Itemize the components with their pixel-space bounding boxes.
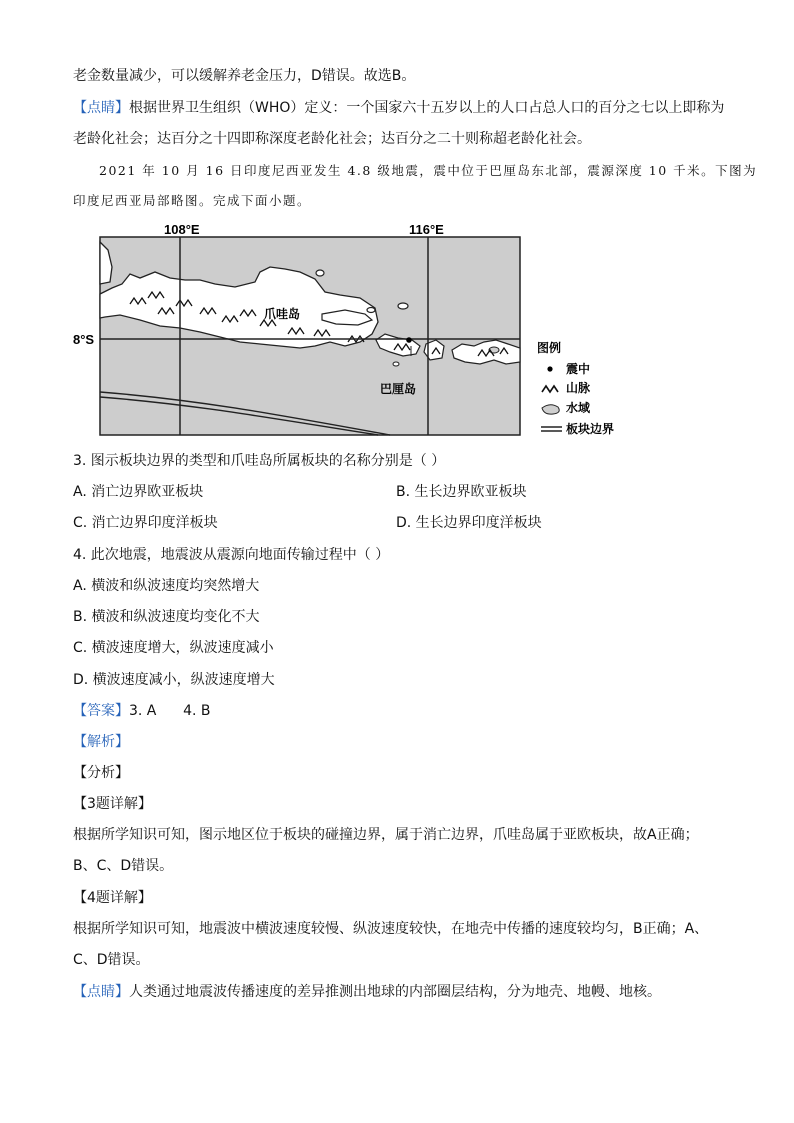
legend-epicenter: 震中	[566, 362, 591, 376]
paragraph-line: 老龄化社会；达百分之十四即称深度老龄化社会；达百分之二十则称超老龄化社会。	[73, 131, 591, 147]
detail4-text: C、D错误。	[73, 952, 150, 968]
answer-line	[73, 701, 211, 721]
option-3d: D. 生长边界印度洋板块	[396, 515, 542, 531]
legend-title: 图例	[537, 341, 562, 355]
dianjing-text: 根据世界卫生组织（WHO）定义：一个国家六十五岁以上的人口占总人口的百分之七以上即称为	[129, 100, 725, 116]
fenxi-tag: 【分析】	[73, 765, 129, 781]
dianjing-line	[73, 982, 661, 1002]
option-4d: D. 横波速度减小，纵波速度增大	[73, 672, 275, 688]
answer-text: 3. A 4. B	[129, 703, 211, 719]
question-4: 4. 此次地震，地震波从震源向地面传输过程中（ ）	[73, 547, 390, 563]
option-4c: C. 横波速度增大，纵波速度减小	[73, 640, 274, 656]
epicenter-icon	[547, 366, 552, 371]
bali-label: 巴厘岛	[380, 382, 417, 396]
analysis-tag: 【解析】	[73, 734, 129, 750]
detail3-text: B、C、D错误。	[73, 858, 174, 874]
java-label: 爪哇岛	[264, 307, 301, 321]
small-island	[398, 303, 408, 309]
question-3: 3. 图示板块边界的类型和爪哇岛所属板块的名称分别是（ ）	[73, 453, 446, 469]
option-4a: A. 横波和纵波速度均突然增大	[73, 578, 260, 594]
detail3-tag: 【3题详解】	[73, 796, 152, 812]
dianjing-paragraph	[73, 98, 724, 118]
small-island	[367, 308, 375, 313]
water-icon	[542, 405, 559, 414]
small-island	[316, 270, 324, 276]
lon-116-label: 116°E	[409, 222, 444, 237]
mountain-icon	[542, 386, 558, 392]
option-3a: A. 消亡边界欧亚板块	[73, 484, 204, 500]
option-3b: B. 生长边界欧亚板块	[396, 484, 527, 500]
small-island	[393, 362, 399, 366]
question-stem: 2021 年 10 月 16 日印度尼西亚发生 4.8 级地震，震中位于巴厘岛东北部，震源深度 10 千米。下图为	[99, 163, 758, 178]
dianjing-tag: 【点睛】	[73, 100, 129, 116]
option-4b: B. 横波和纵波速度均变化不大	[73, 609, 260, 625]
detail3-text: 根据所学知识可知，图示地区位于板块的碰撞边界，属于消亡边界，爪哇岛属于亚欧板块，故A正确；	[73, 827, 699, 843]
detail4-tag: 【4题详解】	[73, 890, 152, 906]
detail4-text: 根据所学知识可知，地震波中横波速度较慢、纵波速度较快，在地壳中传播的速度较均匀，B正确；A、	[73, 921, 709, 937]
epicenter-point	[406, 337, 412, 343]
dianjing-text: 人类通过地震波传播速度的差异推测出地球的内部圈层结构，分为地壳、地幔、地核。	[129, 984, 661, 1000]
option-3c: C. 消亡边界印度洋板块	[73, 515, 218, 531]
indonesia-map	[60, 222, 640, 444]
lat-8s-label: 8°S	[73, 332, 95, 347]
legend-water: 水域	[566, 401, 591, 415]
lon-108-label: 108°E	[164, 222, 200, 237]
question-stem: 印度尼西亚局部略图。完成下面小题。	[73, 193, 312, 208]
legend-boundary: 板块边界	[566, 422, 615, 436]
paragraph-line: 老金数量减少，可以缓解养老金压力，D错误。故选B。	[73, 68, 416, 84]
dianjing-tag: 【点睛】	[73, 984, 129, 1000]
answer-tag: 【答案】	[73, 703, 129, 719]
legend-mountain: 山脉	[566, 381, 591, 395]
